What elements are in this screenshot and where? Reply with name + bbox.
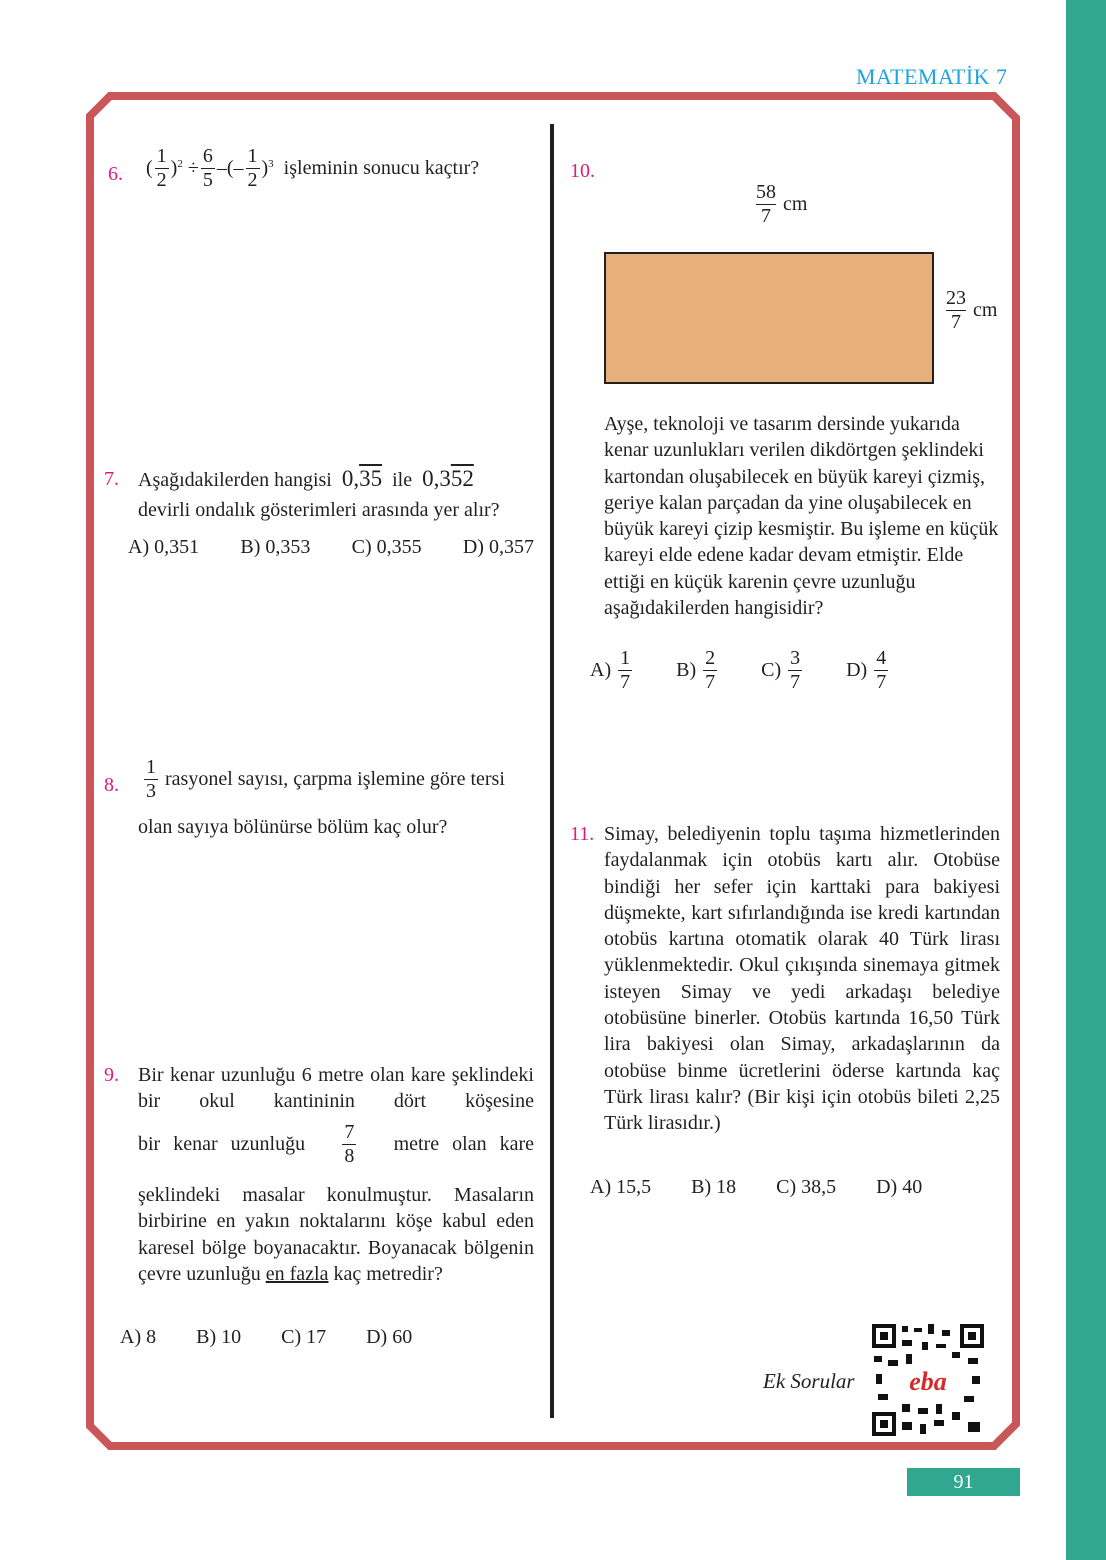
q10-width-label: $\frac{58}{7}$ cm [756, 181, 808, 227]
page-number-box [907, 1468, 1020, 1496]
q11-option-d[interactable]: D) 40 [876, 1176, 923, 1198]
eba-logo: eba [909, 1367, 947, 1396]
qr-code-icon [872, 1324, 984, 1436]
q9-text1: Bir kenar uzunluğu 6 metre olan kare şeklindeki bir okul kantininin dört köşesine [138, 1064, 534, 1113]
q11-option-c[interactable]: C) 38,5 [776, 1176, 837, 1198]
q9-option-a[interactable]: A) 8 [120, 1326, 157, 1348]
q9-text3: şeklindeki masalar konulmuştur. Masaların birbirine en yakın noktalarını köşe kabul eden karesel bölge boyanacaktır. Boyanacak bölgenin çevre uzunluğu en fazla kaç metredir? [138, 1184, 534, 1285]
q11-option-a[interactable]: A) 15,5 [590, 1176, 652, 1198]
q7-question: Aşağıdakilerden hangisi 0,35 ile 0,352 devirli ondalık gösterimleri arasında yer alır? [138, 466, 500, 522]
extra-questions-label: Ek Sorular [763, 1369, 855, 1393]
q10-options [590, 648, 890, 693]
q8-number: 8. [104, 774, 119, 796]
q7-number: 7. [104, 468, 119, 490]
header-title: MATEMATİK 7 [856, 64, 1008, 89]
q7-option-d[interactable]: D) 0,357 [462, 536, 534, 558]
q8-question-line2: olan sayıya bölünürse bölüm kaç olur? [138, 816, 448, 838]
q7-options [128, 536, 534, 559]
qr-code[interactable] [872, 1324, 984, 1436]
q9-option-c[interactable]: C) 17 [281, 1326, 327, 1348]
q10-number: 10. [570, 160, 595, 182]
q9-options [120, 1326, 412, 1349]
q7-option-a[interactable]: A) 0,351 [128, 536, 200, 558]
q9-option-b[interactable]: B) 10 [196, 1326, 242, 1348]
q9-number: 9. [104, 1064, 119, 1086]
q10-option-b[interactable]: B) $\frac{2}{7}$ [676, 647, 716, 693]
q11-options [590, 1176, 922, 1199]
q7-option-b[interactable]: B) 0,353 [240, 536, 311, 558]
q7-option-c[interactable]: C) 0,355 [351, 536, 422, 558]
q6-number: 6. [108, 163, 123, 185]
q10-text: Ayşe, teknoloji ve tasarım dersinde yukarıda kenar uzunlukları verilen dikdörtgen şeklindeki kartondan oluşabilecek en büyük kareyi çizmiş, geriye kalan parçadan da yine oluşabilecek en büyük kareyi çizip kesmiştir. Bu işleme en küçük kareyi elde edene kadar devam etmiştir. Elde ettiği en küçük karenin çevre uzunluğu aşağıdakilerden hangisidir? [604, 413, 999, 620]
q9-text2: bir kenar uzunluğu $\frac{7}{8}$ metre olan kare [138, 1121, 534, 1167]
q11-option-b[interactable]: B) 18 [691, 1176, 737, 1198]
q6-question: ( $\frac{1}{2}$ ) $^2$ ÷ $\frac{6}{5}$ –(– $\frac{1}{2}$ ) $^3$ işleminin sonucu kaçtır? [146, 145, 480, 191]
q10-option-c[interactable]: C) $\frac{3}{7}$ [761, 647, 801, 693]
cardboard-rectangle [604, 252, 934, 384]
page-number: 91 [953, 1471, 974, 1493]
q11-text: Simay, belediyenin toplu taşıma hizmetlerinden faydalanmak için otobüs kartı alır. Otobüse bindiği her sefer için karttaki para bakiyesi düşmekte, kart sıfırlandığında ise kredi kartından otobüs kartına otomatik olarak 40 Türk lirası yüklenmektedir. Okul çıkışında sinemaya gitmek isteyen Simay ve yedi arkadaşı belediye otobüsüne binerler. Otobüs kartında 16,50 Türk lira bakiyesi olan Simay, arkadaşlarının da otobüse binme ücretlerini öderse kartında kaç Türk lirası kalır? (Bir kişi için otobüs bileti 2,25 Türk lirasıdır.) [604, 823, 1000, 1135]
q10-option-a[interactable]: A) $\frac{1}{7}$ [590, 647, 631, 693]
q11-number: 11. [570, 823, 595, 845]
q9-option-d[interactable]: D) 60 [366, 1326, 413, 1348]
q10-height-label: $\frac{23}{7}$ cm [946, 287, 998, 333]
q10-option-d[interactable]: D) $\frac{4}{7}$ [846, 647, 887, 693]
q8-question: $\frac{1}{3}$ rasyonel sayısı, çarpma işlemine göre tersi [146, 756, 505, 802]
